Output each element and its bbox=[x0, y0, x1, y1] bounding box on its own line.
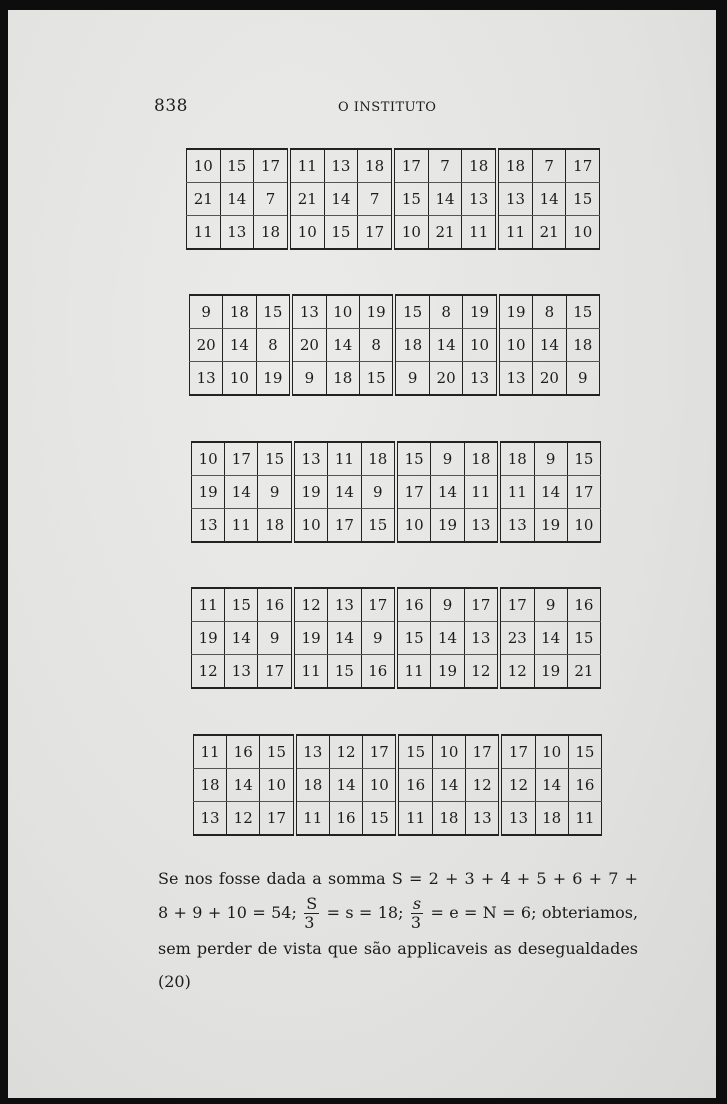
table-cell: 13 bbox=[291, 295, 326, 329]
table-cell: 13 bbox=[464, 622, 499, 655]
table-cell: 16 bbox=[396, 588, 431, 622]
table-cell: 19 bbox=[534, 655, 567, 689]
table-row bbox=[192, 509, 601, 543]
table-cell: 12 bbox=[329, 735, 362, 769]
table-cell: 18 bbox=[361, 442, 396, 476]
table-cell: 10 bbox=[326, 295, 359, 329]
table-cell: 17 bbox=[567, 476, 600, 509]
table-cell: 17 bbox=[254, 149, 289, 183]
table-cell: 19 bbox=[192, 622, 225, 655]
table-cell: 13 bbox=[324, 149, 358, 183]
table-cell: 15 bbox=[397, 735, 432, 769]
table-cell: 21 bbox=[567, 655, 600, 689]
table-cell: 19 bbox=[293, 476, 328, 509]
table-cell: 15 bbox=[568, 735, 601, 769]
table-cell: 13 bbox=[465, 802, 500, 836]
table-cell: 14 bbox=[225, 622, 258, 655]
table-cell: 14 bbox=[328, 476, 361, 509]
table-cell: 15 bbox=[225, 588, 258, 622]
table-cell: 17 bbox=[361, 588, 396, 622]
page-number: 838 bbox=[154, 96, 188, 116]
table-cell: 11 bbox=[192, 588, 225, 622]
table-cell: 9 bbox=[534, 588, 567, 622]
table-cell: 15 bbox=[258, 442, 293, 476]
table-cell: 14 bbox=[431, 622, 464, 655]
table-cell: 10 bbox=[463, 329, 498, 362]
table-cell: 7 bbox=[428, 149, 462, 183]
table-cell: 9 bbox=[394, 362, 429, 396]
table-cell: 13 bbox=[498, 362, 533, 396]
table-cell: 15 bbox=[396, 622, 431, 655]
table-cell: 13 bbox=[499, 509, 534, 543]
table-cell: 18 bbox=[462, 149, 497, 183]
table-cell: 18 bbox=[326, 362, 359, 396]
paragraph-line-1: Se nos fosse dada a somma S = 2 + 3 + 4 + 5 + 6 + 7 + bbox=[158, 869, 638, 888]
table-cell: 13 bbox=[192, 509, 225, 543]
equation-part-a: 8 + 9 + 10 = 54; bbox=[158, 903, 297, 922]
table-row bbox=[194, 769, 602, 802]
table-cell: 21 bbox=[428, 216, 462, 250]
table-cell: 15 bbox=[567, 622, 600, 655]
table-cell: 10 bbox=[363, 769, 398, 802]
number-table-5 bbox=[193, 734, 602, 836]
table-cell: 16 bbox=[227, 735, 260, 769]
table-cell: 15 bbox=[363, 802, 398, 836]
table-cell: 15 bbox=[359, 362, 394, 396]
table-row bbox=[192, 442, 601, 476]
table-cell: 21 bbox=[187, 183, 221, 216]
table-cell: 14 bbox=[428, 183, 462, 216]
table-cell: 19 bbox=[463, 295, 498, 329]
table-cell: 15 bbox=[324, 216, 358, 250]
table-cell: 19 bbox=[431, 509, 464, 543]
number-table-1 bbox=[186, 148, 600, 250]
table-cell: 10 bbox=[260, 769, 295, 802]
table-cell: 20 bbox=[429, 362, 462, 396]
fraction-s-over-3 bbox=[304, 895, 319, 932]
table-cell: 11 bbox=[499, 476, 534, 509]
table-cell: 16 bbox=[361, 655, 396, 689]
body-paragraph bbox=[158, 862, 638, 998]
table-cell: 10 bbox=[432, 735, 465, 769]
table-cell: 9 bbox=[361, 622, 396, 655]
table-cell: 9 bbox=[431, 442, 464, 476]
table-cell: 18 bbox=[254, 216, 289, 250]
table-cell: 17 bbox=[396, 476, 431, 509]
table-cell: 14 bbox=[535, 769, 568, 802]
running-title: O INSTITUTO bbox=[338, 100, 437, 115]
table-cell: 17 bbox=[358, 216, 393, 250]
table-cell: 16 bbox=[329, 802, 362, 836]
table-cell: 17 bbox=[465, 735, 500, 769]
table-cell: 15 bbox=[566, 183, 600, 216]
table-row bbox=[192, 588, 601, 622]
table-cell: 11 bbox=[497, 216, 532, 250]
table-cell: 19 bbox=[431, 655, 464, 689]
table-cell: 9 bbox=[361, 476, 396, 509]
table-cell: 17 bbox=[500, 735, 535, 769]
table-cell: 9 bbox=[258, 476, 293, 509]
fraction-denominator: 3 bbox=[304, 913, 315, 932]
table-cell: 16 bbox=[397, 769, 432, 802]
table-cell: 14 bbox=[534, 476, 567, 509]
table-cell: 13 bbox=[464, 509, 499, 543]
table-cell: 11 bbox=[295, 802, 330, 836]
table-row bbox=[194, 735, 602, 769]
table-cell: 15 bbox=[394, 295, 429, 329]
table-cell: 11 bbox=[464, 476, 499, 509]
table-cell: 18 bbox=[295, 769, 330, 802]
table-cell: 10 bbox=[393, 216, 428, 250]
table-cell: 17 bbox=[566, 149, 600, 183]
table-cell: 15 bbox=[566, 295, 599, 329]
paragraph-line-3: sem perder de vista que são applicaveis as desegualdades (20) bbox=[158, 939, 638, 991]
table-cell: 9 bbox=[190, 295, 223, 329]
table-cell: 14 bbox=[227, 769, 260, 802]
table-cell: 10 bbox=[192, 442, 225, 476]
table-cell: 8 bbox=[533, 295, 566, 329]
fraction-small-s-over-3 bbox=[411, 895, 423, 932]
table-cell: 15 bbox=[361, 509, 396, 543]
table-cell: 10 bbox=[535, 735, 568, 769]
table-cell: 17 bbox=[363, 735, 398, 769]
table-cell: 12 bbox=[192, 655, 225, 689]
table-cell: 10 bbox=[293, 509, 328, 543]
table-cell: 13 bbox=[462, 183, 497, 216]
table-cell: 14 bbox=[220, 183, 254, 216]
fraction-numerator: s bbox=[412, 894, 422, 913]
table-cell: 18 bbox=[358, 149, 393, 183]
table-cell: 7 bbox=[358, 183, 393, 216]
equation-part-b: = s = 18; bbox=[326, 903, 404, 922]
table-cell: 14 bbox=[534, 622, 567, 655]
table-row bbox=[187, 149, 600, 183]
table-cell: 13 bbox=[194, 802, 227, 836]
book-page bbox=[8, 10, 716, 1098]
table-cell: 11 bbox=[328, 442, 361, 476]
equation-part-c: = e = N = 6; obteriamos, bbox=[430, 903, 639, 922]
fraction-numerator: S bbox=[306, 894, 318, 913]
table-cell: 8 bbox=[429, 295, 462, 329]
table-cell: 11 bbox=[225, 509, 258, 543]
table-cell: 15 bbox=[396, 442, 431, 476]
table-cell: 9 bbox=[291, 362, 326, 396]
table-cell: 9 bbox=[534, 442, 567, 476]
table-cell: 14 bbox=[429, 329, 462, 362]
table-cell: 19 bbox=[359, 295, 394, 329]
table-cell: 19 bbox=[256, 362, 291, 396]
table-row bbox=[190, 295, 600, 329]
table-cell: 16 bbox=[567, 588, 600, 622]
table-cell: 18 bbox=[566, 329, 599, 362]
table-cell: 11 bbox=[194, 735, 227, 769]
table-cell: 7 bbox=[254, 183, 289, 216]
table-cell: 14 bbox=[532, 183, 566, 216]
table-cell: 13 bbox=[463, 362, 498, 396]
table-cell: 10 bbox=[289, 216, 324, 250]
table-cell: 17 bbox=[225, 442, 258, 476]
table-cell: 18 bbox=[432, 802, 465, 836]
table-cell: 13 bbox=[295, 735, 330, 769]
table-cell: 15 bbox=[256, 295, 291, 329]
table-row bbox=[190, 329, 600, 362]
table-cell: 12 bbox=[499, 655, 534, 689]
table-cell: 14 bbox=[225, 476, 258, 509]
table-cell: 17 bbox=[464, 588, 499, 622]
table-cell: 21 bbox=[289, 183, 324, 216]
table-cell: 12 bbox=[500, 769, 535, 802]
table-cell: 10 bbox=[187, 149, 221, 183]
table-cell: 19 bbox=[534, 509, 567, 543]
table-cell: 15 bbox=[393, 183, 428, 216]
table-cell: 9 bbox=[431, 588, 464, 622]
table-cell: 13 bbox=[225, 655, 258, 689]
table-cell: 20 bbox=[291, 329, 326, 362]
table-row bbox=[187, 183, 600, 216]
table-cell: 11 bbox=[289, 149, 324, 183]
table-cell: 20 bbox=[190, 329, 223, 362]
table-cell: 10 bbox=[567, 509, 600, 543]
table-cell: 19 bbox=[293, 622, 328, 655]
table-cell: 18 bbox=[194, 769, 227, 802]
table-cell: 17 bbox=[499, 588, 534, 622]
table-cell: 10 bbox=[396, 509, 431, 543]
table-cell: 8 bbox=[359, 329, 394, 362]
table-cell: 17 bbox=[328, 509, 361, 543]
table-cell: 12 bbox=[227, 802, 260, 836]
table-cell: 18 bbox=[394, 329, 429, 362]
table-cell: 19 bbox=[498, 295, 533, 329]
table-cell: 19 bbox=[192, 476, 225, 509]
table-row bbox=[187, 216, 600, 250]
table-cell: 16 bbox=[568, 769, 601, 802]
table-cell: 18 bbox=[464, 442, 499, 476]
fraction-denominator: 3 bbox=[410, 913, 422, 932]
table-cell: 18 bbox=[497, 149, 532, 183]
number-table-3 bbox=[191, 441, 601, 543]
table-cell: 17 bbox=[393, 149, 428, 183]
table-cell: 16 bbox=[258, 588, 293, 622]
table-cell: 13 bbox=[500, 802, 535, 836]
table-cell: 13 bbox=[220, 216, 254, 250]
table-cell: 11 bbox=[396, 655, 431, 689]
table-cell: 13 bbox=[497, 183, 532, 216]
table-cell: 12 bbox=[465, 769, 500, 802]
table-cell: 14 bbox=[431, 476, 464, 509]
table-cell: 14 bbox=[432, 769, 465, 802]
table-cell: 13 bbox=[293, 442, 328, 476]
table-cell: 20 bbox=[533, 362, 566, 396]
table-cell: 10 bbox=[223, 362, 256, 396]
table-row bbox=[192, 476, 601, 509]
table-cell: 14 bbox=[223, 329, 256, 362]
table-cell: 15 bbox=[328, 655, 361, 689]
table-cell: 15 bbox=[567, 442, 600, 476]
table-cell: 13 bbox=[190, 362, 223, 396]
table-row bbox=[194, 802, 602, 836]
table-row bbox=[190, 362, 600, 396]
table-cell: 8 bbox=[256, 329, 291, 362]
table-cell: 15 bbox=[220, 149, 254, 183]
table-cell: 18 bbox=[223, 295, 256, 329]
table-cell: 18 bbox=[535, 802, 568, 836]
table-row bbox=[192, 622, 601, 655]
table-cell: 18 bbox=[258, 509, 293, 543]
table-cell: 14 bbox=[329, 769, 362, 802]
table-cell: 9 bbox=[258, 622, 293, 655]
table-cell: 12 bbox=[293, 588, 328, 622]
table-cell: 14 bbox=[328, 622, 361, 655]
table-cell: 7 bbox=[532, 149, 566, 183]
table-cell: 11 bbox=[397, 802, 432, 836]
table-cell: 17 bbox=[258, 655, 293, 689]
table-row bbox=[192, 655, 601, 689]
table-cell: 10 bbox=[566, 216, 600, 250]
table-cell: 14 bbox=[326, 329, 359, 362]
table-cell: 14 bbox=[533, 329, 566, 362]
table-cell: 11 bbox=[187, 216, 221, 250]
number-table-2 bbox=[189, 294, 600, 396]
table-cell: 12 bbox=[464, 655, 499, 689]
table-cell: 9 bbox=[566, 362, 599, 396]
table-cell: 11 bbox=[568, 802, 601, 836]
paragraph-line-2 bbox=[158, 895, 638, 932]
table-cell: 14 bbox=[324, 183, 358, 216]
table-cell: 11 bbox=[293, 655, 328, 689]
table-cell: 11 bbox=[462, 216, 497, 250]
table-cell: 13 bbox=[328, 588, 361, 622]
table-cell: 23 bbox=[499, 622, 534, 655]
table-cell: 15 bbox=[260, 735, 295, 769]
table-cell: 17 bbox=[260, 802, 295, 836]
table-cell: 21 bbox=[532, 216, 566, 250]
number-table-4 bbox=[191, 587, 601, 689]
table-cell: 18 bbox=[499, 442, 534, 476]
table-cell: 10 bbox=[498, 329, 533, 362]
